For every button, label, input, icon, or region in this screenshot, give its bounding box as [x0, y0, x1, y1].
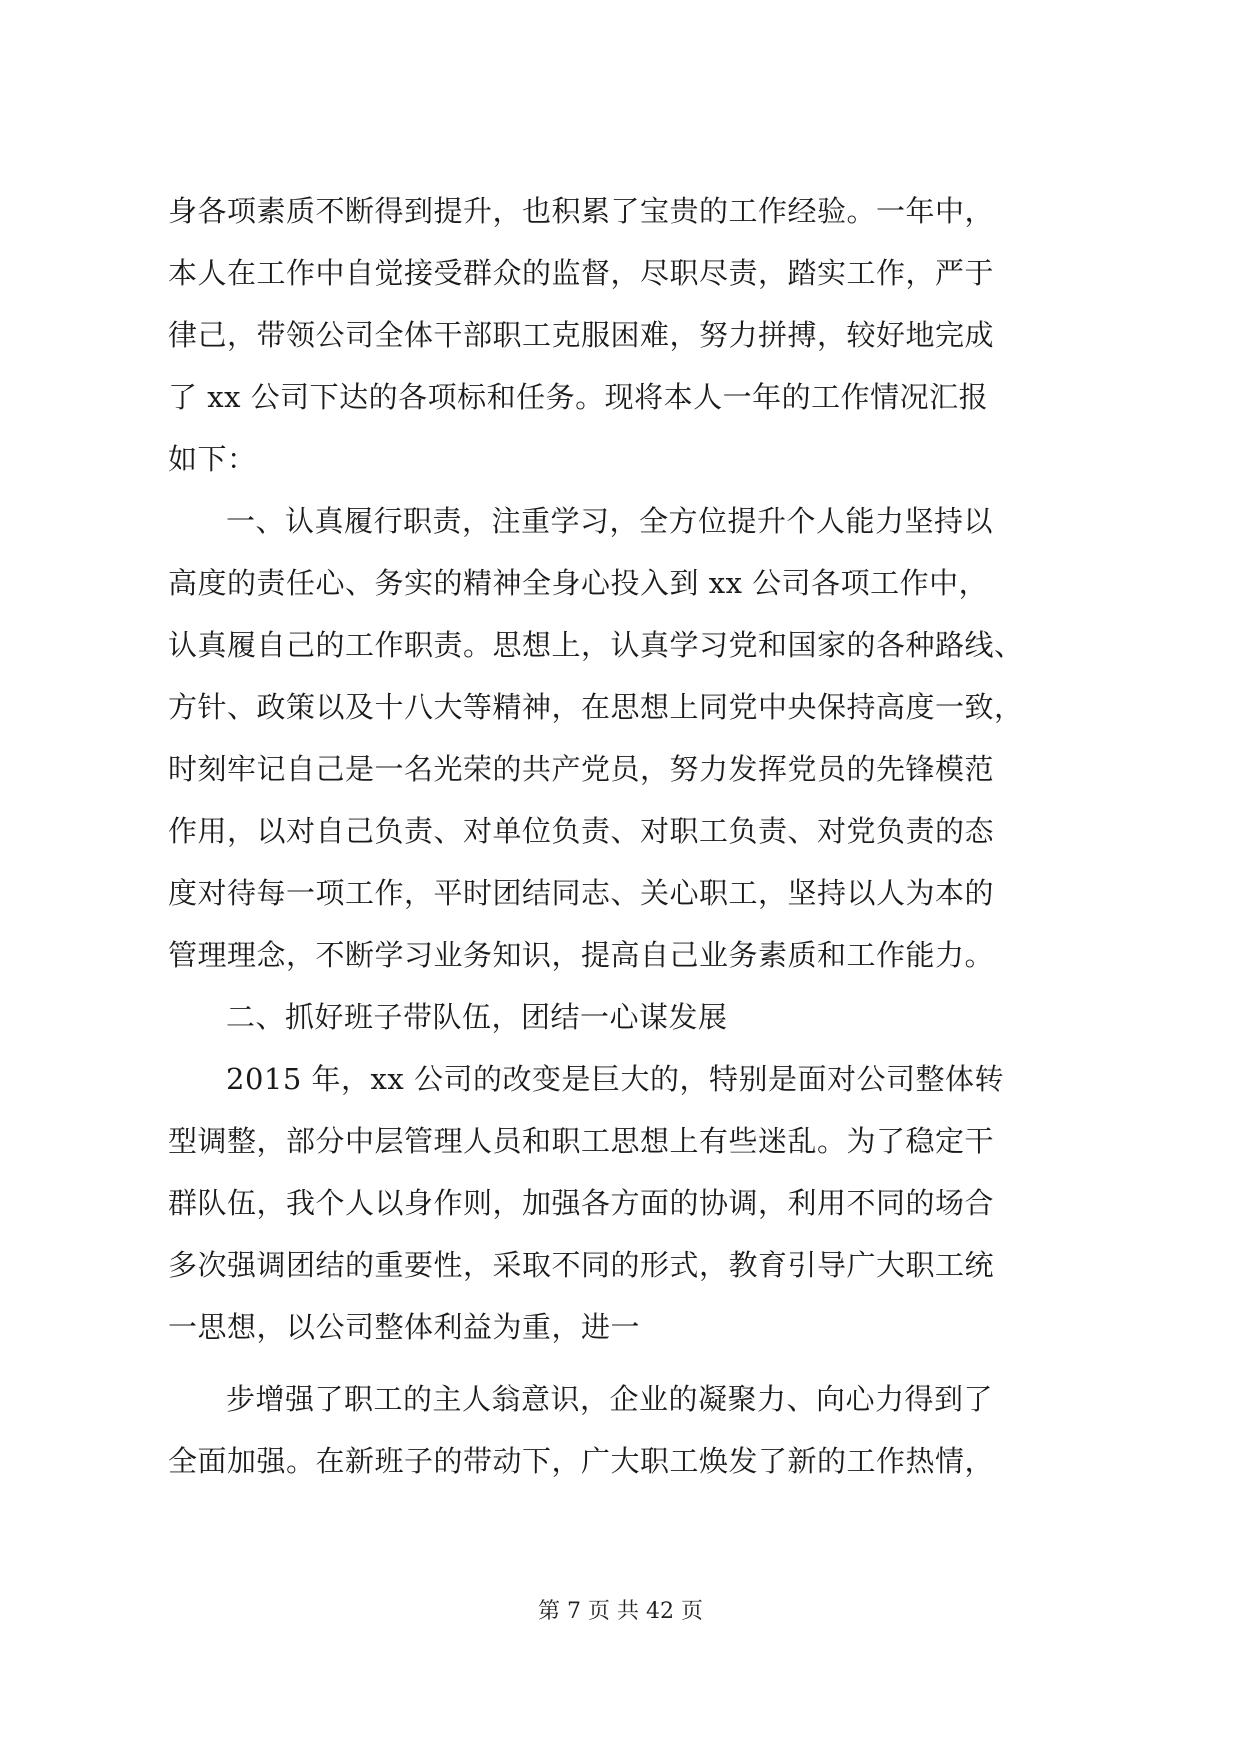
text-line: 管理理念，不断学习业务知识，提高自己业务素质和工作能力。 — [168, 938, 995, 972]
paragraph-gap — [168, 1358, 1098, 1368]
text-line: 多次强调团结的重要性，采取不同的形式，教育引导广大职工统 — [168, 1248, 995, 1282]
text-line: 方针、政策以及十八大等精神，在思想上同党中央保持高度一致， — [168, 690, 1024, 724]
text-line: 时刻牢记自己是一名光荣的共产党员，努力发挥党员的先锋模范 — [168, 752, 995, 786]
page-number-footer: 第 7 页 共 42 页 — [538, 1599, 703, 1624]
section-heading-2: 二、抓好班子带队伍，团结一心谋发展 — [226, 1000, 728, 1034]
text-line: 如下： — [168, 442, 257, 476]
text-line: 度对待每一项工作，平时团结同志、关心职工，坚持以人为本的 — [168, 876, 995, 910]
text-line: 认真履自己的工作职责。思想上，认真学习党和国家的各种路线、 — [168, 628, 1024, 662]
text-line: 律己，带领公司全体干部职工克服困难，努力拼搏，较好地完成 — [168, 318, 995, 352]
text-line: 型调整，部分中层管理人员和职工思想上有些迷乱。为了稳定干 — [168, 1124, 995, 1158]
document-body — [168, 180, 1098, 1492]
text-line: 群队伍，我个人以身作则，加强各方面的协调，利用不同的场合 — [168, 1186, 995, 1220]
section-heading-1: 一、认真履行职责，注重学习，全方位提升个人能力坚持以 — [226, 504, 994, 538]
text-line: 身各项素质不断得到提升，也积累了宝贵的工作经验。一年中， — [168, 194, 995, 228]
text-line: 步增强了职工的主人翁意识，企业的凝聚力、向心力得到了 — [226, 1382, 994, 1416]
text-line: 2015 年，xx 公司的改变是巨大的，特别是面对公司整体转 — [226, 1062, 1004, 1096]
text-line: 高度的责任心、务实的精神全身心投入到 xx 公司各项工作中， — [168, 566, 989, 600]
text-line: 本人在工作中自觉接受群众的监督，尽职尽责，踏实工作，严于 — [168, 256, 995, 290]
text-line: 了 xx 公司下达的各项标和任务。现将本人一年的工作情况汇报 — [168, 380, 989, 414]
text-line: 全面加强。在新班子的带动下，广大职工焕发了新的工作热情， — [168, 1444, 995, 1478]
text-line: 一思想，以公司整体利益为重，进一 — [168, 1310, 641, 1344]
text-line: 作用，以对自己负责、对单位负责、对职工负责、对党负责的态 — [168, 814, 995, 848]
